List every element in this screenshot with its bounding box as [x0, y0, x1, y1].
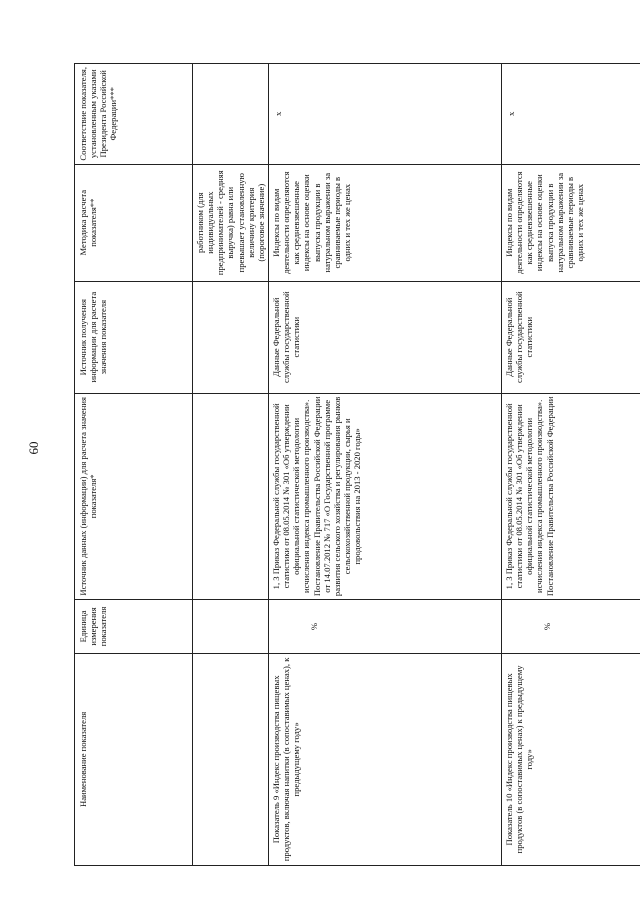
cell-source-data — [193, 393, 269, 600]
cell-unit: % — [501, 600, 640, 654]
table-header-row — [75, 64, 193, 866]
header-method: Методика расчета показателя** — [75, 164, 193, 281]
table-row — [268, 64, 501, 866]
cell-decrees: х — [501, 64, 640, 165]
header-indicator-name: Наименование показателя — [75, 653, 193, 865]
cell-decrees — [193, 64, 269, 165]
header-source-info: Источник получения информации для расчета значения показателя — [75, 281, 193, 393]
cell-source-info: Данные Федеральной службы государственной статистики — [268, 281, 501, 393]
cell-source-data: 1, 3 Приказ Федеральной службы государственной статистики от 08.05.2014 № 301 «Об утверждении официальной статистической методологии исчисления индекса промышленного производства». Постановление Правительства Российской Федерации от 14.07.2012 № 717 «О Государственной программе развития сельского хозяйства и регулирования рынков сельскохозяйственной продукции, сырья и продовольствия на 2013 - 2020 годы» — [268, 393, 501, 600]
rotated-page-content — [74, 63, 598, 866]
header-source-data: Источник данных (информации) для расчета значения показателя* — [75, 393, 193, 600]
header-decrees: Соответствие показателя, установленным указами Президента Российской Федерации*** — [75, 64, 193, 165]
cell-unit: % — [268, 600, 501, 654]
cell-indicator-name: Показатель 9 «Индекс производства пищевых продуктов, включая напитки (в сопоставимых ценах), к предыдущему году» — [268, 653, 501, 865]
cell-source-data: 1, 3 Приказ Федеральной службы государственной статистики от 08.05.2014 № 301 «Об утверждении официальной статистической методологии исчисления индекса промышленного производства». Постановление Правительства Российской Федерации — [501, 393, 640, 600]
page-number: 60 — [26, 441, 41, 455]
cell-indicator-name — [193, 653, 269, 865]
table-row — [193, 64, 269, 866]
cell-unit — [193, 600, 269, 654]
cell-method: работником (для индивидуальных предпринимателей - средняя выручка) равна или превышает установленную величину критерия (пороговое значение) — [193, 164, 269, 281]
table-row — [501, 64, 640, 866]
cell-method: Индексы по видам деятельности определяются как средневзвешенные индексы на основе оценки выпуска продукции в натуральном выражении за сравниваемые периоды в одних и тех же ценах — [268, 164, 501, 281]
cell-indicator-name: Показатель 10 «Индекс производства пищевых продуктов (в сопоставимых ценах) к предыдущему году» — [501, 653, 640, 865]
header-unit: Единица измерения показателя — [75, 600, 193, 654]
indicators-table — [74, 63, 640, 866]
cell-source-info: Данные Федеральной службы государственной статистики — [501, 281, 640, 393]
cell-source-info — [193, 281, 269, 393]
cell-method: Индексы по видам деятельности определяются как средневзвешенные индексы на основе оценки выпуска продукции в натуральном выражении за сравниваемые периоды в одних и тех же ценах — [501, 164, 640, 281]
cell-decrees: х — [268, 64, 501, 165]
